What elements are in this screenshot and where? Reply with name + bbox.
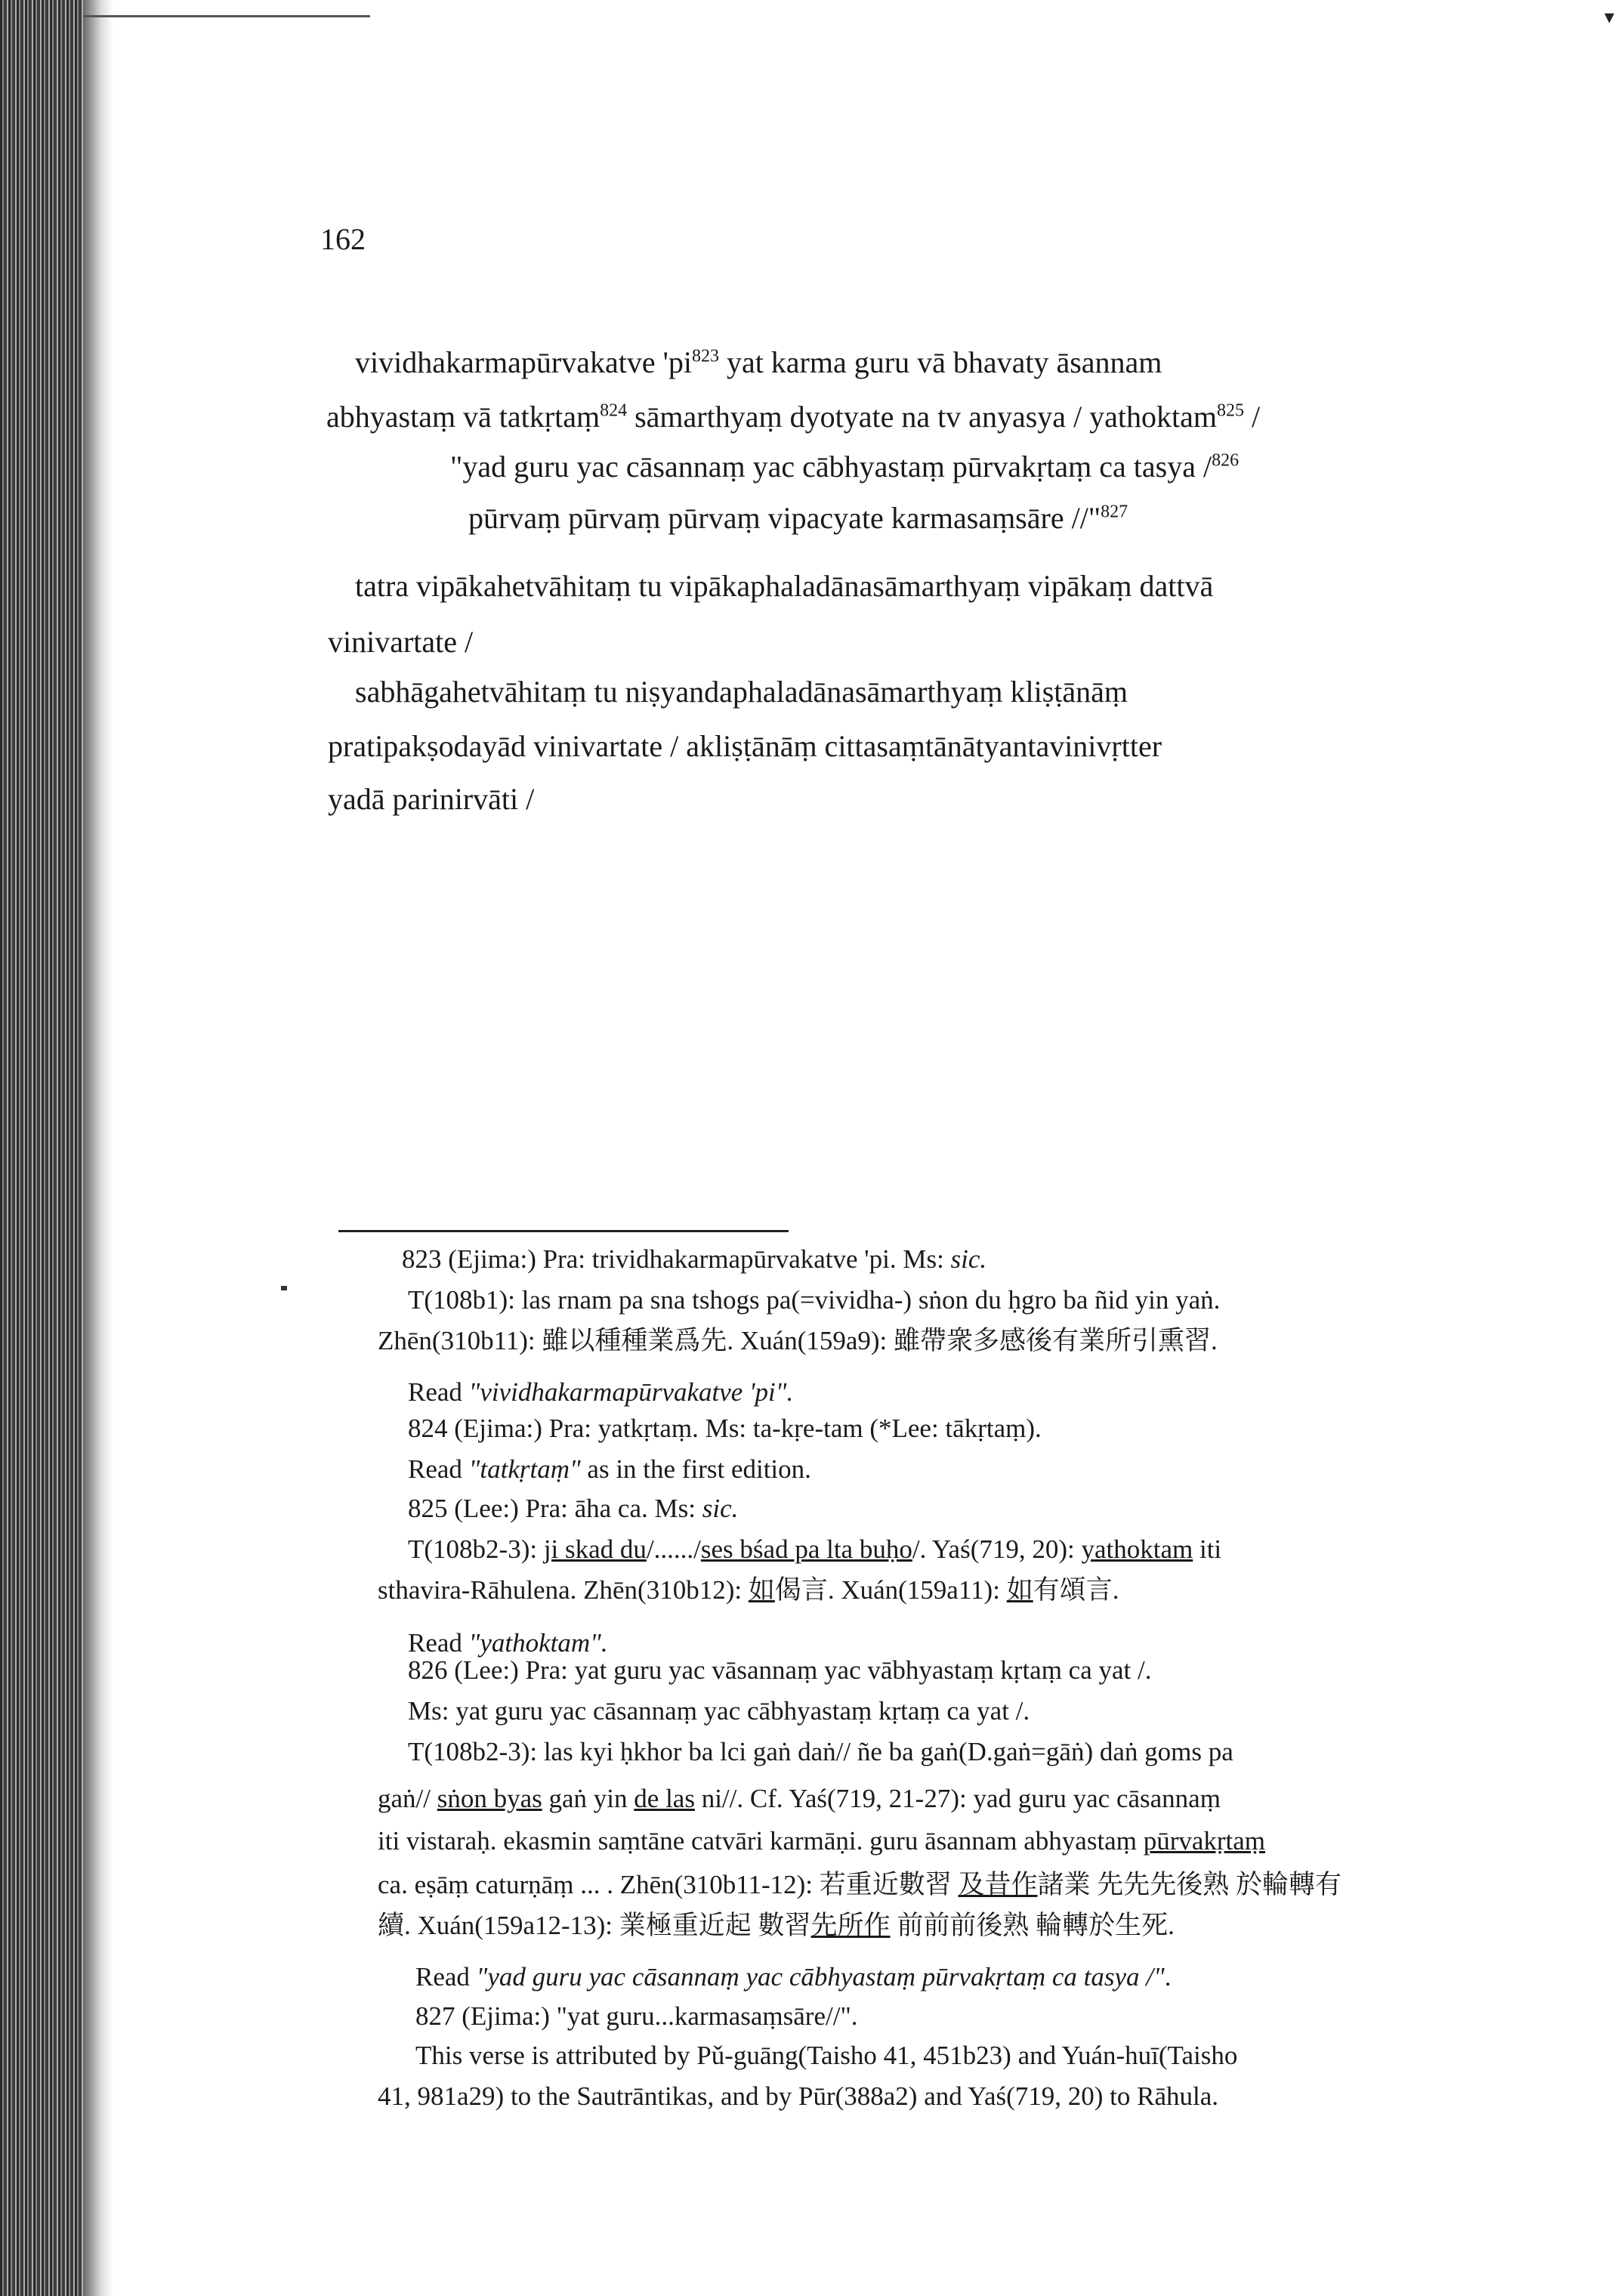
- footnote-line: gaṅ// sṅon byas gaṅ yin de las ni//. Cf. Yaś(719, 21-27): yad guru yac cāsannaṃ: [378, 1784, 1221, 1813]
- footnote-line: Zhēn(310b11): 雖以種種業爲先. Xuán(159a9): 雖帶衆多感後有業所引熏習.: [378, 1326, 1218, 1355]
- body-line-2: abhyastaṃ vā tatkṛtaṃ$^{824}$ sāmarthyaṃ dyotyate na tv anyasya / yathoktam$^{825}$ /: [326, 400, 1261, 434]
- footnote-line: 41, 981a29) to the Sautrāntikas, and by Pūr(388a2) and Yaś(719, 20) to Rāhula.: [378, 2081, 1219, 2111]
- footnote-line: sthavira-Rāhulena. Zhēn(310b12): 如偈言. Xuán(159a11): 如有頌言.: [378, 1575, 1119, 1605]
- footnote-line: Ms: yat guru yac cāsannaṃ yac cābhyastaṃ kṛtaṃ ca yat /.: [408, 1696, 1030, 1726]
- footnote-line: Read "vividhakarmapūrvakatve 'pi".: [408, 1377, 794, 1407]
- footnote-ref-827: 827: [1101, 502, 1128, 522]
- body-line-8: pratipakṣodayād vinivartate / akliṣṭānāṃ cittasaṃtānātyantavinivṛtter: [328, 729, 1162, 763]
- footnote-line: ca. eṣāṃ caturṇāṃ ... . Zhēn(310b11-12): 若重近數習 及昔作諸業 先先先後熟 於輪轉有: [378, 1870, 1342, 1899]
- footnote-line: T(108b1): las rnam pa sna tshogs pa(=vividha-) sṅon du ḥgro ba ñid yin yaṅ.: [408, 1285, 1221, 1315]
- footnote-ref-823: 823: [691, 346, 719, 366]
- footnote-ref-824: 824: [600, 400, 628, 421]
- book-binding-edge: [0, 0, 83, 2296]
- corner-scan-mark: ▾: [1604, 6, 1615, 28]
- footnote-line: iti vistaraḥ. ekasmin saṃtāne catvāri karmāṇi. guru āsannam abhyastaṃ pūrvakṛtaṃ: [378, 1826, 1266, 1856]
- footnote-ref-826: 826: [1212, 450, 1240, 471]
- footnote-line: T(108b2-3): las kyi ḥkhor ba lci gaṅ daṅ// ñe ba gaṅ(D.gaṅ=gāṅ) daṅ goms pa: [408, 1737, 1233, 1766]
- page-number: 162: [320, 222, 366, 256]
- footnote-line: Read "tatkṛtaṃ" as in the first edition.: [408, 1454, 811, 1484]
- footnote-line: T(108b2-3): ji skad du/....../ses bśad pa lta buḥo/. Yaś(719, 20): yathoktam iti: [408, 1534, 1222, 1564]
- footnote-separator: [338, 1230, 789, 1232]
- body-line-1: vividhakarmapūrvakatve '$pi^{823}$ yat karma guru vā bhavaty āsannam: [355, 345, 1162, 379]
- footnote-line: This verse is attributed by Pǔ-guāng(Taisho 41, 451b23) and Yuán-huī(Taisho: [415, 2041, 1238, 2070]
- body-line-5: tatra vipākahetvāhitaṃ tu vipākaphaladānasāmarthyaṃ vipākaṃ dattvā: [355, 569, 1214, 603]
- body-line-7: sabhāgahetvāhitaṃ tu niṣyandaphaladānasāmarthyaṃ kliṣṭānāṃ: [355, 675, 1128, 709]
- verse-line-1: "yad guru yac cāsannaṃ yac cābhyastaṃ pūrvakṛtaṃ ca tasya /$^{826}$: [450, 450, 1240, 484]
- footnote-line: Read "yathoktam".: [408, 1628, 608, 1658]
- stray-scan-mark: [281, 1286, 287, 1290]
- footnote-line: 續. Xuán(159a12-13): 業極重近起 數習先所作 前前前後熟 輪轉於生死.: [378, 1911, 1175, 1940]
- verse-line-2: pūrvaṃ pūrvaṃ pūrvaṃ vipacyate karmasaṃsāre //"$^{827}$: [468, 501, 1128, 535]
- footnote-826: 826 (Lee:) Pra: yat guru yac vāsannaṃ yac vābhyastaṃ kṛtaṃ ca yat /.: [408, 1655, 1152, 1685]
- top-edge-line: [83, 15, 370, 17]
- binding-shadow: [83, 0, 113, 2296]
- footnote-827: 827 (Ejima:) "yat guru...karmasaṃsāre//".: [415, 2001, 858, 2031]
- footnote-ref-825: 825: [1216, 400, 1244, 421]
- footnote-825: 825 (Lee:) Pra: āha ca. Ms: sic.: [408, 1494, 739, 1523]
- footnote-823: 823 (Ejima:) Pra: trividhakarmapūrvakatve 'pi. Ms: sic.: [402, 1244, 987, 1274]
- footnote-824: 824 (Ejima:) Pra: yatkṛtaṃ. Ms: ta-kṛe-tam (*Lee: tākṛtaṃ).: [408, 1414, 1042, 1443]
- body-line-6: vinivartate /: [328, 625, 474, 659]
- footnote-line: Read "yad guru yac cāsannaṃ yac cābhyastaṃ pūrvakṛtaṃ ca tasya /".: [415, 1962, 1172, 1992]
- body-line-9: yadā parinirvāti /: [328, 782, 535, 816]
